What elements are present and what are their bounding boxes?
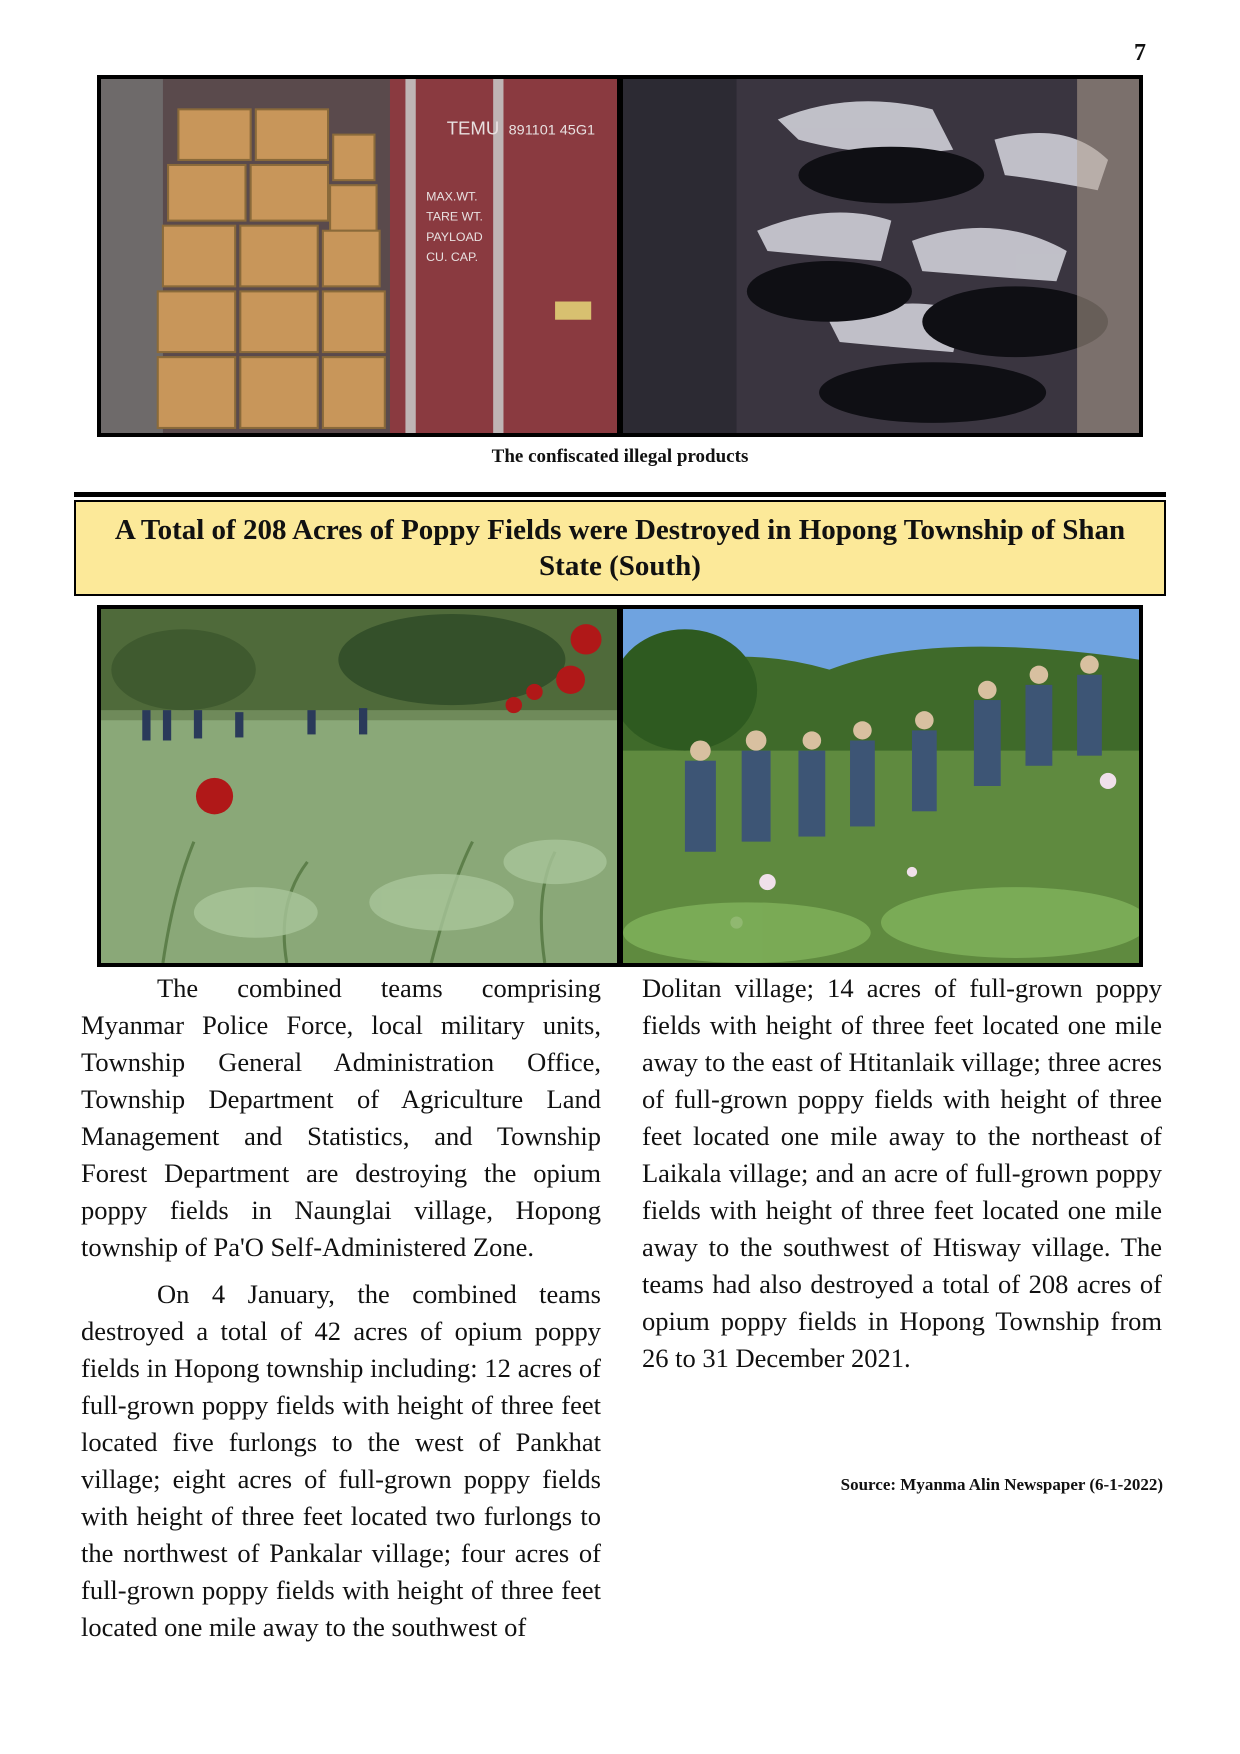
article-column-right <box>642 970 1162 1387</box>
plate-line: MAX.WT. <box>426 189 478 204</box>
container-photo <box>101 79 617 433</box>
top-photo-row <box>97 75 1143 437</box>
team-in-field-photo <box>623 609 1139 963</box>
page-number: 7 <box>1134 40 1146 66</box>
plate-line: PAYLOAD <box>426 229 483 244</box>
source-credit: Source: Myanma Alin Newspaper (6-1-2022) <box>840 1475 1163 1494</box>
article-paragraph: Dolitan village; 14 acres of full-grown poppy fields with height of three feet located one mile away to the east of Htitanlaik village; three acres of full-grown poppy fields with height of three feet located one mile away to the northeast of Laikala village; and an acre of full-grown poppy fields with height of three feet located one mile away to the southwest of Htisway village. The teams had also destroyed a total of 208 acres of opium poppy fields in Hopong Township from 26 to 31 December 2021. <box>642 973 1162 1373</box>
container-code: 891101 45G1 <box>508 122 596 139</box>
headline-rule <box>74 492 1166 497</box>
article-paragraph: The combined teams comprising Myanmar Police Force, local military units, Township General Administration Office, Township Department of Agriculture Land Management and Statistics, and Township Forest Department are destroying the opium poppy fields in Naunglai village, Hopong township of Pa'O Self-Administered Zone. <box>81 973 601 1262</box>
poppy-photo-row <box>97 605 1143 967</box>
headline: A Total of 208 Acres of Poppy Fields were Destroyed in Hopong Township of Shan State (South) <box>114 514 1126 582</box>
headline-box <box>74 500 1166 596</box>
bags-photo <box>623 79 1139 433</box>
plate-line: CU. CAP. <box>426 250 479 265</box>
article-column-left <box>81 970 601 1656</box>
container-label: TEMU <box>446 117 500 139</box>
article-paragraph: On 4 January, the combined teams destroyed a total of 42 acres of opium poppy fields in Hopong township including: 12 acres of full-grown poppy fields with height of three feet located five furlongs to the west of Pankhat village; eight acres of full-grown poppy fields with height of three feet located two furlongs to the northwest of Pankalar village; four acres of full-grown poppy fields with height of three feet located one mile away to the southwest of <box>81 1279 601 1642</box>
poppy-field-photo <box>101 609 617 963</box>
photo-caption: The confiscated illegal products <box>491 446 749 467</box>
plate-line: TARE WT. <box>426 209 483 224</box>
